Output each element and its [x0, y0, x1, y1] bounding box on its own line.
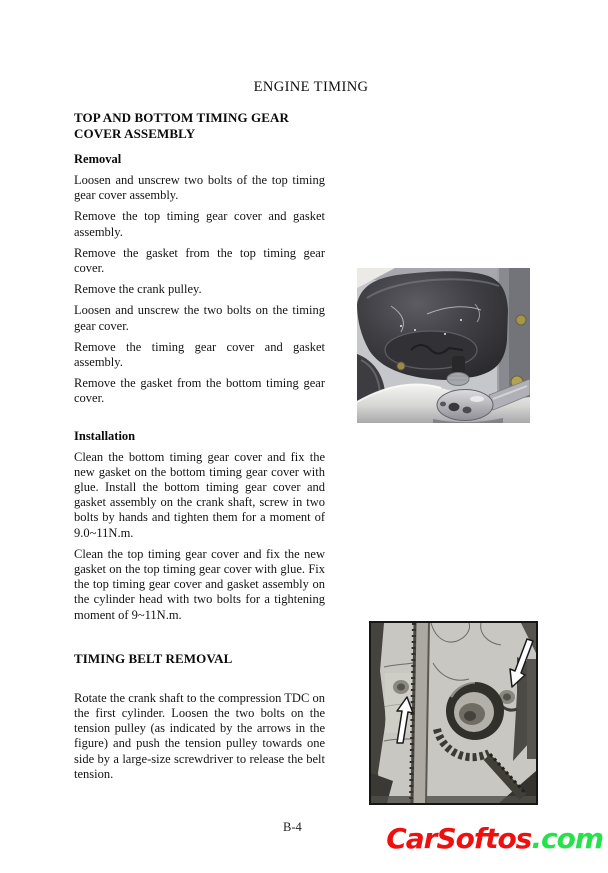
procedure-step: Loosen and unscrew the two bolts on the timing gear cover. — [74, 303, 325, 333]
procedure-step: Remove the top timing gear cover and gasket assembly. — [74, 209, 325, 239]
page-title: ENGINE TIMING — [253, 79, 369, 95]
page-number: B-4 — [283, 820, 302, 834]
procedure-step: Remove the timing gear cover and gasket assembly. — [74, 339, 325, 370]
text-column — [74, 110, 325, 788]
watermark-brand: CarSoftos — [386, 822, 532, 855]
procedure-step: Remove the gasket from the top timing gear cover. — [74, 245, 325, 276]
procedure-step: Remove the crank pulley. — [74, 282, 202, 297]
timing-gear-cover-photo — [357, 268, 530, 423]
watermark-link[interactable] — [386, 822, 603, 855]
timing-gear-cover-illustration — [357, 268, 530, 423]
tension-pulley-photo — [369, 621, 538, 805]
watermark-tld: .com — [531, 822, 603, 855]
procedure-step: Clean the top timing gear cover and fix the new gasket on the top timing gear cover with glue. Fix the top timing gear cover and gasket assembly on the cylinder head with two bolts for a tightening moment of 9~11N.m. — [74, 546, 325, 622]
section-heading-cover-assembly: TOP AND BOTTOM TIMING GEAR COVER ASSEMBLY — [74, 110, 289, 141]
procedure-step: Rotate the crank shaft to the compression TDC on the first cylinder. Loosen the two bolts on the tension pulley (as indicated by the arrows in the figure) and push the tension pulley towards one side by a large-size screwdriver to release the belt tension. — [74, 690, 325, 781]
procedure-step: Clean the bottom timing gear cover and fix the new gasket on the bottom timing gear cover with glue. Install the bottom timing gear cover and gasket assembly on the crank shaft, screw in two bolts by hands and tighten them for a moment of 9.0~11N.m. — [74, 449, 325, 540]
subheading-installation: Installation — [74, 428, 136, 443]
subheading-removal: Removal — [74, 152, 122, 166]
section-heading-timing-belt-removal: TIMING BELT REMOVAL — [74, 650, 233, 666]
procedure-step: Loosen and unscrew two bolts of the top timing gear cover assembly. — [74, 173, 325, 203]
tension-pulley-illustration — [371, 623, 536, 803]
procedure-step: Remove the gasket from the bottom timing gear cover. — [74, 376, 325, 406]
